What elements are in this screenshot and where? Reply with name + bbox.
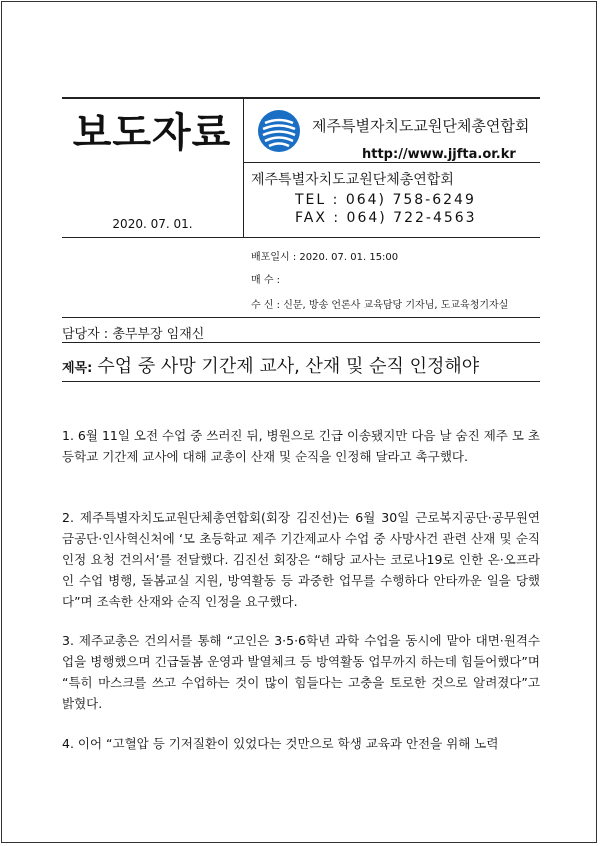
divider	[62, 381, 540, 382]
page-count: 매 수 :	[251, 275, 281, 286]
divider	[62, 237, 540, 238]
subject-text: 수업 중 사망 기간제 교사, 산재 및 순직 인정해야	[97, 356, 480, 377]
subject	[62, 352, 479, 378]
paragraph: 1. 6월 11일 오전 수업 중 쓰러진 뒤, 병원으로 긴급 이송됐지만 다음 날 숨진 제주 모 초등학교 기간제 교사에 대해 교총이 산재 및 순직을 인정해 달라고 촉구했다.	[62, 428, 540, 464]
manager-info: 담당자 : 총무부장 임재신	[62, 327, 205, 342]
telephone: TEL : 064) 758-6249	[295, 192, 476, 208]
contact-organization: 제주특별자치도교원단체총연합회	[251, 172, 454, 188]
press-release-header	[62, 97, 540, 318]
website-url[interactable]: http://www.jjfta.or.kr	[362, 147, 516, 162]
release-time: 배포일시 : 2020. 07. 01. 15:00	[251, 252, 399, 263]
organization-logo-icon	[257, 109, 301, 153]
paragraph: 2. 제주특별자치도교원단체총연합회(회장 김진선)는 6월 30일 근로복지공단·공무원연금공단·인사혁신처에 ‘모 초등학교 제주 기간제교사 수업 중 사망사건 관련 산재 및 순직 인정 요청 건의서’를 전달했다. 김진선 회장은 “해당 교사는 코로나19로 인한 온·오프라인 수업 병행, 돌봄교실 지원, 방역활동 등 과중한 업무를 수행하다 안타까운 일을 당했다”며 조속한 산재와 순직 인정을 요구했다.	[62, 510, 540, 609]
recipients: 수 신 : 신문, 방송 언론사 교육담당 기자님, 도교육청기자실	[251, 300, 509, 311]
document-title: 보도자료	[72, 110, 232, 156]
fax: FAX : 064) 722-4563	[295, 210, 477, 226]
organization-name: 제주특별자치도교원단체총연합회	[312, 117, 530, 135]
subject-label: 제목:	[62, 361, 93, 376]
divider	[243, 162, 540, 163]
paragraph: 4. 이어 “고혈압 등 기저질환이 있었다는 것만으로 학생 교육과 안전을 위해 노력	[62, 736, 499, 751]
divider	[243, 99, 244, 237]
paragraph: 3. 제주교총은 건의서를 통해 “고인은 3·5·6학년 과학 수업을 동시에 맡아 대면·원격수업을 병행했으며 긴급돌봄 운영과 발열체크 등 방역활동 업무까지 하는데 힘들어했다”며 “특히 마스크를 쓰고 수업하는 것이 많이 힘들다는 고충을 토로한 것으로 알려졌다”고 밝혔다.	[62, 633, 540, 711]
release-date: 2020. 07. 01.	[112, 217, 193, 231]
divider	[62, 342, 540, 343]
